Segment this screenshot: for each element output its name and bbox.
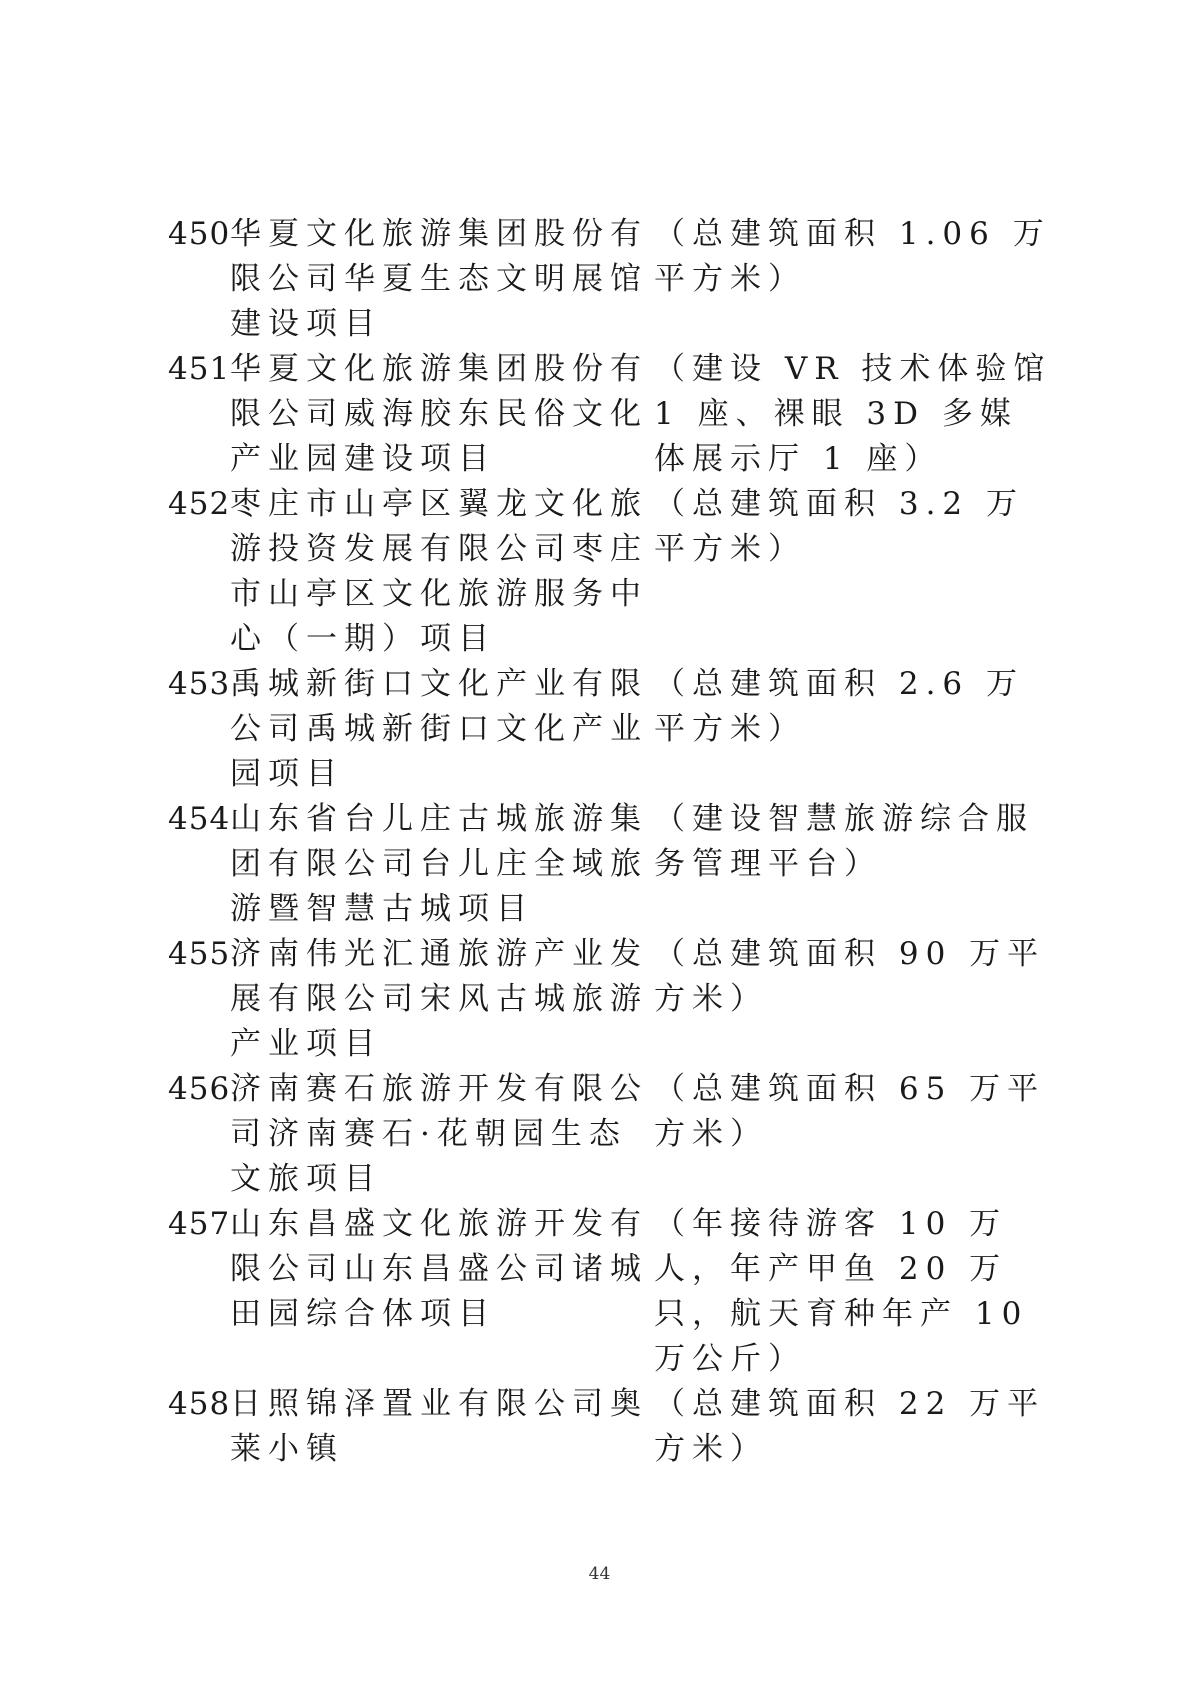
entry-description: （总建筑面积 65 万平方米） bbox=[654, 1071, 1046, 1152]
entry-description: （年接待游客 10 万人，年产甲鱼 20 万只，航天育种年产 10 万公斤） bbox=[654, 1206, 1029, 1377]
list-item bbox=[168, 662, 1068, 797]
list-item bbox=[168, 1067, 1068, 1202]
entry-number: 452 bbox=[168, 486, 231, 522]
entry-description: （总建筑面积 22 万平方米） bbox=[654, 1386, 1046, 1467]
entry-number: 451 bbox=[168, 351, 231, 387]
entry-name: 济南赛石旅游开发有限公司济南赛石·花朝园生态文旅项目 bbox=[230, 1071, 648, 1197]
list-item bbox=[168, 932, 1068, 1067]
entry-description: （建设 VR 技术体验馆 1 座、裸眼 3D 多媒体展示厅 1 座） bbox=[654, 351, 1052, 477]
list-item bbox=[168, 1202, 1068, 1382]
entry-number: 453 bbox=[168, 666, 231, 702]
page-number: 44 bbox=[588, 1564, 611, 1584]
entry-name: 山东省台儿庄古城旅游集团有限公司台儿庄全域旅游暨智慧古城项目 bbox=[230, 801, 648, 927]
entry-description: （总建筑面积 3.2 万平方米） bbox=[654, 486, 1025, 567]
entry-name: 枣庄市山亭区翼龙文化旅游投资发展有限公司枣庄市山亭区文化旅游服务中心（一期）项目 bbox=[230, 486, 648, 657]
entry-name: 华夏文化旅游集团股份有限公司威海胶东民俗文化产业园建设项目 bbox=[230, 351, 648, 477]
entry-number: 458 bbox=[168, 1386, 231, 1422]
entry-name: 济南伟光汇通旅游产业发展有限公司宋风古城旅游产业项目 bbox=[230, 936, 648, 1062]
entry-name: 日照锦泽置业有限公司奥莱小镇 bbox=[230, 1386, 648, 1467]
list-item bbox=[168, 212, 1068, 347]
entry-description: （总建筑面积 1.06 万平方米） bbox=[654, 216, 1051, 297]
entry-description: （总建筑面积 90 万平方米） bbox=[654, 936, 1046, 1017]
entry-description: （建设智慧旅游综合服务管理平台） bbox=[654, 801, 1034, 882]
entry-name: 山东昌盛文化旅游开发有限公司山东昌盛公司诸城田园综合体项目 bbox=[230, 1206, 648, 1332]
entry-number: 457 bbox=[168, 1206, 231, 1242]
entry-number: 455 bbox=[168, 936, 231, 972]
entry-name: 华夏文化旅游集团股份有限公司华夏生态文明展馆建设项目 bbox=[230, 216, 648, 342]
entry-number: 454 bbox=[168, 801, 231, 837]
entry-name: 禹城新街口文化产业有限公司禹城新街口文化产业园项目 bbox=[230, 666, 648, 792]
entry-description: （总建筑面积 2.6 万平方米） bbox=[654, 666, 1025, 747]
project-list bbox=[168, 212, 1068, 1472]
list-item bbox=[168, 797, 1068, 932]
list-item bbox=[168, 347, 1068, 482]
entry-number: 450 bbox=[168, 216, 231, 252]
entry-number: 456 bbox=[168, 1071, 231, 1107]
list-item bbox=[168, 482, 1068, 662]
list-item bbox=[168, 1382, 1068, 1472]
